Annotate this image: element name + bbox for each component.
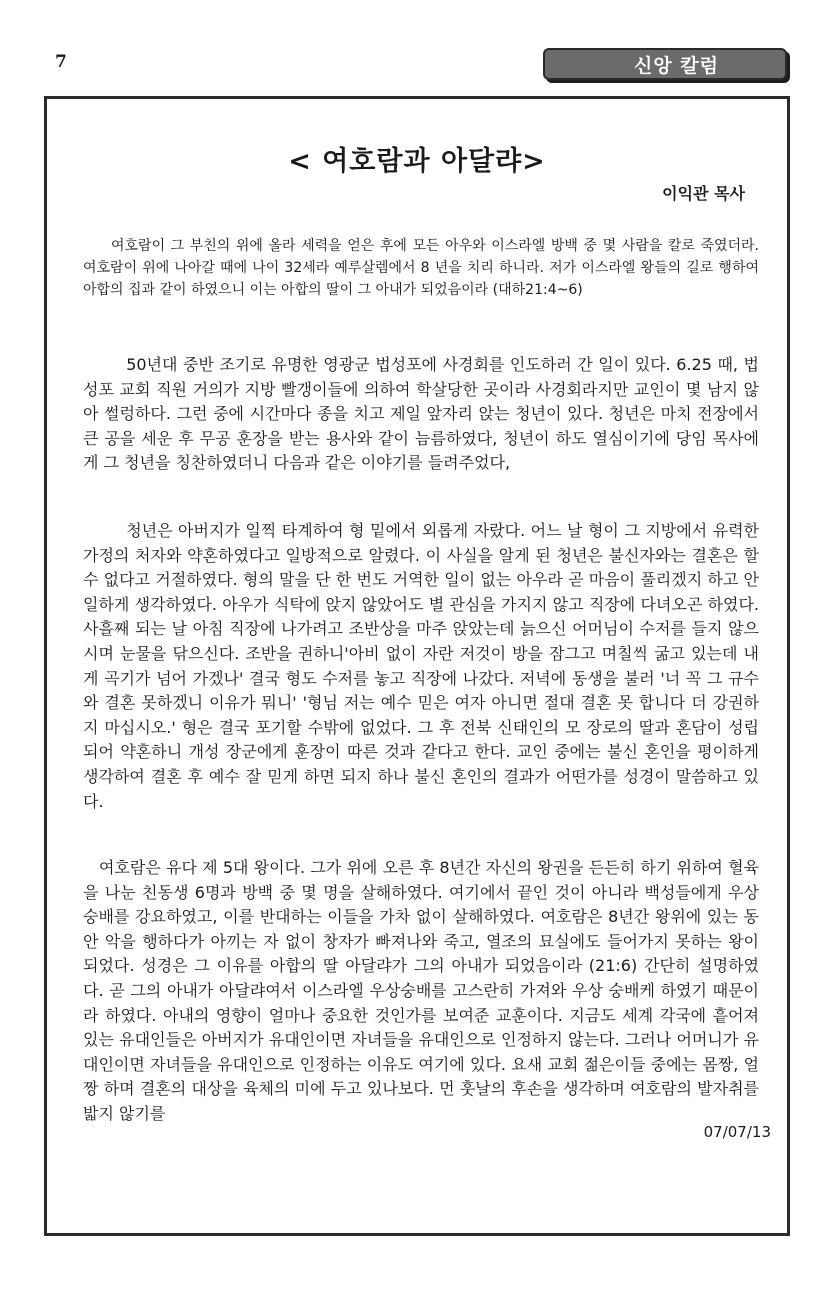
section-tab	[543, 48, 787, 80]
article-frame	[44, 96, 790, 1236]
article-title: < 여호람과 아달랴>	[288, 146, 546, 177]
page-number: 7	[55, 52, 67, 72]
section-label: 신앙 칼럼	[633, 54, 719, 77]
article-date: 07/07/13	[703, 1123, 771, 1141]
scripture-quote: 여호람이 그 부친의 위에 올라 세력을 얻은 후에 모든 아우와 이스라엘 방백 중 몇 사람을 칼로 죽였더라. 여호람이 위에 나아갈 때에 나이 32세라 예루살렘에서 8 년을 치리 하니라. 저가 이스라엘 왕들의 길로 행하여 아합의 집과 같이 하였으니 이는 아합의 딸이 그 아내가 되었음이라 (대하21:4~6)	[83, 238, 759, 299]
article-author: 이익관 목사	[662, 184, 745, 203]
body-paragraph-2: 청년은 아버지가 일찍 타계하여 형 밑에서 외롭게 자랐다. 어느 날 형이 그 지방에서 유력한 가정의 처자와 약혼하였다고 일방적으로 알렸다. 이 사실을 알게 된 청년은 불신자와는 결혼은 할 수 없다고 거절하였다. 형의 말을 단 한 번도 거역한 일이 없는 아우라 곧 마음이 풀리겠지 하고 안일하게 생각하였다. 아우가 식탁에 앉지 않았어도 별 관심을 가지지 않고 직장에 다녀오곤 하였다. 사흘째 되는 날 아침 직장에 나가려고 조반상을 마주 앉았는데 늙으신 어머님이 수저를 들지 않으시며 눈물을 닦으신다. 조반을 권하니'아비 없이 자란 저것이 방을 잠그고 며칠씩 굶고 있는데 내게 곡기가 넘어 가겠나' 결국 형도 수저를 놓고 직장에 나갔다. 저녁에 동생을 불러 '너 꼭 그 규수와 결혼 못하겠니 이유가 뭐니' '형님 저는 예수 믿은 여자 아니면 절대 결혼 못 합니다 더 강권하지 마십시오.' 형은 결국 포기할 수밖에 없었다. 그 후 전북 신태인의 모 장로의 딸과 혼담이 성립되어 약혼하니 개성 장군에게 훈장이 따른 것과 같다고 한다. 교인 중에는 불신 혼인을 평이하게 생각하여 결혼 후 예수 잘 믿게 하면 되지 하나 불신 혼인의 결과가 어떤가를 성경이 말씀하고 있다.	[83, 521, 759, 811]
body-paragraph-1: 50년대 중반 조기로 유명한 영광군 법성포에 사경회를 인도하러 간 일이 있다. 6.25 때, 법성포 교회 직원 거의가 지방 빨갱이들에 의하여 학살당한 곳이라 사경회라지만 교인이 몇 남지 않아 썰렁하다. 그런 중에 시간마다 종을 치고 제일 앞자리 앉는 청년이 있다. 청년은 마치 전장에서 큰 공을 세운 후 무공 훈장을 받는 용사와 같이 늠름하였다, 청년이 하도 열심이기에 당임 목사에게 그 청년을 칭찬하였더니 다음과 같은 이야기를 들려주었다,	[83, 355, 759, 473]
body-paragraph-3: 여호람은 유다 제 5대 왕이다. 그가 위에 오른 후 8년간 자신의 왕권을 든든히 하기 위하여 혈육을 나눈 친동생 6명과 방백 중 몇 명을 살해하였다. 여기에서 끝인 것이 아니라 백성들에게 우상 숭배를 강요하였고, 이를 반대하는 이들을 가차 없이 살해하였다. 여호람은 8년간 왕위에 있는 동안 악을 행하다가 아끼는 자 없이 창자가 빠져나와 죽고, 열조의 묘실에도 들어가지 못하는 왕이 되었다. 성경은 그 이유를 아합의 딸 아달랴가 그의 아내가 되었음이라 (21:6) 간단히 설명하였다. 곧 그의 아내가 아달랴여서 이스라엘 우상숭배를 고스란히 가져와 우상 숭배케 하였기 때문이라 하였다. 아내의 영향이 얼마나 중요한 것인가를 보여준 교훈이다. 지금도 세계 각국에 흩어져 있는 유대인들은 아버지가 유대인이면 자녀들을 유대인으로 인정하지 않는다. 그러나 어머니가 유대인이면 자녀들을 유대인으로 인정하는 이유도 여기에 있다. 요새 교회 젊은이들 중에는 몸짱, 얼짱 하며 결혼의 대상을 육체의 미에 두고 있나보다. 먼 훗날의 후손을 생각하며 여호람의 발자취를 밟지 않기를	[83, 858, 759, 1123]
